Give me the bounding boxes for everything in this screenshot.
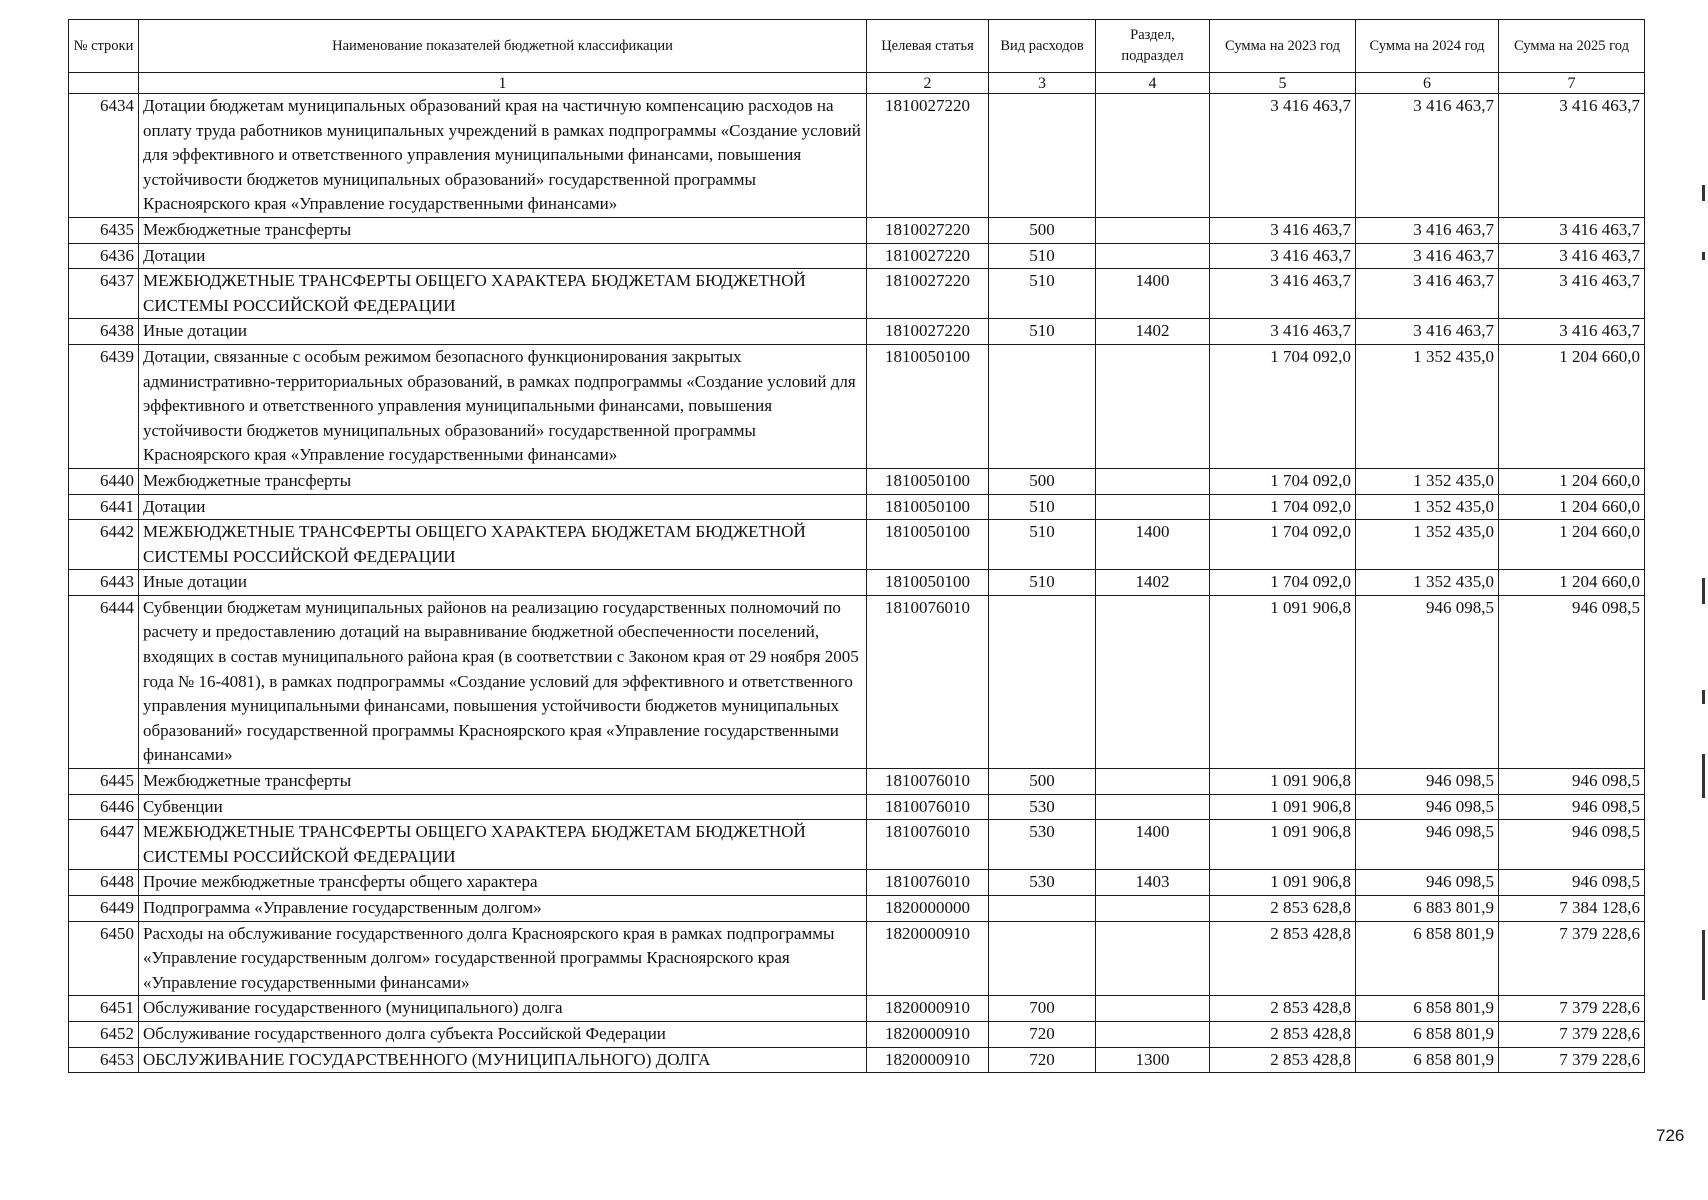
column-number: 1 <box>139 73 867 94</box>
sum-2025: 946 098,5 <box>1499 794 1645 820</box>
expense-kind: 720 <box>989 1021 1096 1047</box>
row-name: Субвенции <box>139 794 867 820</box>
sum-2025: 7 379 228,6 <box>1499 1047 1645 1073</box>
expense-kind: 720 <box>989 1047 1096 1073</box>
section-code <box>1096 595 1210 768</box>
sum-2023: 2 853 428,8 <box>1210 996 1356 1022</box>
sum-2024: 6 858 801,9 <box>1356 1047 1499 1073</box>
row-name: МЕЖБЮДЖЕТНЫЕ ТРАНСФЕРТЫ ОБЩЕГО ХАРАКТЕРА БЮДЖЕТАМ БЮДЖЕТНОЙ СИСТЕМЫ РОССИЙСКОЙ ФЕДЕРАЦИИ <box>139 820 867 870</box>
row-name: МЕЖБЮДЖЕТНЫЕ ТРАНСФЕРТЫ ОБЩЕГО ХАРАКТЕРА БЮДЖЕТАМ БЮДЖЕТНОЙ СИСТЕМЫ РОССИЙСКОЙ ФЕДЕРАЦИИ <box>139 269 867 319</box>
sum-2024: 3 416 463,7 <box>1356 94 1499 218</box>
column-number: 4 <box>1096 73 1210 94</box>
row-name: Дотации бюджетам муниципальных образований края на частичную компенсацию расходов на оплату труда работников муниципальных учреждений в рамках подпрограммы «Создание условий для эффективного и ответственного управления муниципальными финансами, повышения устойчивости бюджетов муниципальных образований» государственной программы Красноярского края «Управление государственными финансами» <box>139 94 867 218</box>
section-code: 1400 <box>1096 520 1210 570</box>
row-number: 6434 <box>69 94 139 218</box>
section-code <box>1096 921 1210 996</box>
sum-2024: 946 098,5 <box>1356 769 1499 795</box>
expense-kind: 510 <box>989 494 1096 520</box>
sum-2023: 1 704 092,0 <box>1210 344 1356 468</box>
row-number: 6447 <box>69 820 139 870</box>
section-code <box>1096 217 1210 243</box>
sum-2024: 946 098,5 <box>1356 820 1499 870</box>
section-code <box>1096 344 1210 468</box>
row-number: 6439 <box>69 344 139 468</box>
sum-2024: 3 416 463,7 <box>1356 269 1499 319</box>
column-number: 5 <box>1210 73 1356 94</box>
scan-edge-mark <box>1702 578 1705 604</box>
row-number: 6452 <box>69 1021 139 1047</box>
row-number: 6453 <box>69 1047 139 1073</box>
row-number: 6451 <box>69 996 139 1022</box>
sum-2025: 7 379 228,6 <box>1499 921 1645 996</box>
table-row <box>69 570 1645 596</box>
target-article: 1810027220 <box>867 217 989 243</box>
target-article: 1810076010 <box>867 769 989 795</box>
row-number: 6444 <box>69 595 139 768</box>
sum-2025: 1 204 660,0 <box>1499 468 1645 494</box>
expense-kind: 700 <box>989 996 1096 1022</box>
header-sum-2023: Сумма на 2023 год <box>1210 20 1356 73</box>
table-row <box>69 996 1645 1022</box>
row-name: Дотации <box>139 243 867 269</box>
expense-kind: 510 <box>989 269 1096 319</box>
sum-2024: 1 352 435,0 <box>1356 494 1499 520</box>
sum-2025: 1 204 660,0 <box>1499 344 1645 468</box>
expense-kind <box>989 344 1096 468</box>
header-expense-kind: Вид расходов <box>989 20 1096 73</box>
row-name: Иные дотации <box>139 570 867 596</box>
row-name: Межбюджетные трансферты <box>139 468 867 494</box>
sum-2024: 946 098,5 <box>1356 870 1499 896</box>
target-article: 1810076010 <box>867 794 989 820</box>
sum-2023: 2 853 428,8 <box>1210 921 1356 996</box>
target-article: 1810027220 <box>867 243 989 269</box>
row-name: ОБСЛУЖИВАНИЕ ГОСУДАРСТВЕННОГО (МУНИЦИПАЛЬНОГО) ДОЛГА <box>139 1047 867 1073</box>
expense-kind: 530 <box>989 794 1096 820</box>
row-number: 6445 <box>69 769 139 795</box>
row-name: Дотации, связанные с особым режимом безопасного функционирования закрытых административно-территориальных образований, в рамках подпрограммы «Создание условий для эффективного и ответственного управления муниципальными финансами, повышения устойчивости бюджетов муниципальных образований» государственной программы Красноярского края «Управление государственными финансами» <box>139 344 867 468</box>
header-name: Наименование показателей бюджетной классификации <box>139 20 867 73</box>
table-row <box>69 319 1645 345</box>
sum-2025: 1 204 660,0 <box>1499 570 1645 596</box>
row-number: 6446 <box>69 794 139 820</box>
table-row <box>69 243 1645 269</box>
row-number: 6435 <box>69 217 139 243</box>
sum-2024: 3 416 463,7 <box>1356 217 1499 243</box>
section-code <box>1096 243 1210 269</box>
target-article: 1810027220 <box>867 94 989 218</box>
table-row <box>69 520 1645 570</box>
sum-2024: 6 883 801,9 <box>1356 896 1499 922</box>
row-number: 6438 <box>69 319 139 345</box>
sum-2024: 3 416 463,7 <box>1356 319 1499 345</box>
table-row <box>69 468 1645 494</box>
table-row <box>69 344 1645 468</box>
sum-2025: 7 379 228,6 <box>1499 1021 1645 1047</box>
table-body <box>69 94 1645 1073</box>
section-code <box>1096 1021 1210 1047</box>
table-row <box>69 896 1645 922</box>
sum-2024: 1 352 435,0 <box>1356 344 1499 468</box>
sum-2023: 1 704 092,0 <box>1210 468 1356 494</box>
column-number: 6 <box>1356 73 1499 94</box>
target-article: 1820000910 <box>867 921 989 996</box>
row-number: 6437 <box>69 269 139 319</box>
sum-2025: 1 204 660,0 <box>1499 520 1645 570</box>
table-row <box>69 595 1645 768</box>
row-name: Обслуживание государственного (муниципального) долга <box>139 996 867 1022</box>
target-article: 1810050100 <box>867 494 989 520</box>
sum-2023: 1 704 092,0 <box>1210 520 1356 570</box>
table-row <box>69 1047 1645 1073</box>
table-row <box>69 820 1645 870</box>
sum-2023: 3 416 463,7 <box>1210 94 1356 218</box>
target-article: 1810027220 <box>867 319 989 345</box>
sum-2023: 2 853 428,8 <box>1210 1047 1356 1073</box>
section-code <box>1096 494 1210 520</box>
target-article: 1810076010 <box>867 595 989 768</box>
row-name: Обслуживание государственного долга субъекта Российской Федерации <box>139 1021 867 1047</box>
sum-2025: 946 098,5 <box>1499 595 1645 768</box>
target-article: 1820000910 <box>867 996 989 1022</box>
section-code <box>1096 468 1210 494</box>
sum-2025: 946 098,5 <box>1499 769 1645 795</box>
sum-2023: 1 704 092,0 <box>1210 494 1356 520</box>
sum-2025: 7 379 228,6 <box>1499 996 1645 1022</box>
sum-2024: 946 098,5 <box>1356 794 1499 820</box>
header-sum-2025: Сумма на 2025 год <box>1499 20 1645 73</box>
target-article: 1810050100 <box>867 520 989 570</box>
sum-2023: 1 704 092,0 <box>1210 570 1356 596</box>
row-name: Дотации <box>139 494 867 520</box>
row-name: Расходы на обслуживание государственного долга Красноярского края в рамках подпрограммы «Управление государственным долгом» государственной программы Красноярского края «Управление государственными финансами» <box>139 921 867 996</box>
column-numbers-row <box>69 73 1645 94</box>
sum-2023: 1 091 906,8 <box>1210 794 1356 820</box>
row-number: 6443 <box>69 570 139 596</box>
row-name: МЕЖБЮДЖЕТНЫЕ ТРАНСФЕРТЫ ОБЩЕГО ХАРАКТЕРА БЮДЖЕТАМ БЮДЖЕТНОЙ СИСТЕМЫ РОССИЙСКОЙ ФЕДЕРАЦИИ <box>139 520 867 570</box>
expense-kind <box>989 921 1096 996</box>
expense-kind: 530 <box>989 870 1096 896</box>
section-code: 1400 <box>1096 820 1210 870</box>
sum-2024: 1 352 435,0 <box>1356 570 1499 596</box>
expense-kind: 510 <box>989 520 1096 570</box>
sum-2023: 1 091 906,8 <box>1210 595 1356 768</box>
section-code <box>1096 769 1210 795</box>
table-row <box>69 94 1645 218</box>
row-name: Межбюджетные трансферты <box>139 769 867 795</box>
expense-kind <box>989 94 1096 218</box>
sum-2025: 946 098,5 <box>1499 870 1645 896</box>
column-number <box>69 73 139 94</box>
header-row-no: № строки <box>69 20 139 73</box>
target-article: 1810027220 <box>867 269 989 319</box>
table-row <box>69 1021 1645 1047</box>
section-code <box>1096 996 1210 1022</box>
sum-2025: 3 416 463,7 <box>1499 269 1645 319</box>
column-number: 2 <box>867 73 989 94</box>
scan-edge-mark <box>1702 930 1705 1000</box>
section-code: 1402 <box>1096 570 1210 596</box>
sum-2024: 6 858 801,9 <box>1356 921 1499 996</box>
table-row <box>69 870 1645 896</box>
scan-edge-mark <box>1702 252 1705 260</box>
row-number: 6449 <box>69 896 139 922</box>
section-code: 1402 <box>1096 319 1210 345</box>
row-number: 6442 <box>69 520 139 570</box>
sum-2023: 3 416 463,7 <box>1210 243 1356 269</box>
scan-edge-mark <box>1702 690 1705 704</box>
row-name: Межбюджетные трансферты <box>139 217 867 243</box>
expense-kind: 500 <box>989 468 1096 494</box>
row-number: 6440 <box>69 468 139 494</box>
target-article: 1810050100 <box>867 570 989 596</box>
row-number: 6441 <box>69 494 139 520</box>
sum-2025: 7 384 128,6 <box>1499 896 1645 922</box>
table-row <box>69 794 1645 820</box>
row-name: Прочие межбюджетные трансферты общего характера <box>139 870 867 896</box>
target-article: 1820000910 <box>867 1047 989 1073</box>
sum-2023: 2 853 428,8 <box>1210 1021 1356 1047</box>
sum-2023: 2 853 628,8 <box>1210 896 1356 922</box>
sum-2024: 1 352 435,0 <box>1356 520 1499 570</box>
sum-2024: 6 858 801,9 <box>1356 1021 1499 1047</box>
table-row <box>69 494 1645 520</box>
sum-2023: 1 091 906,8 <box>1210 870 1356 896</box>
table-row <box>69 217 1645 243</box>
section-code <box>1096 94 1210 218</box>
table-row <box>69 769 1645 795</box>
target-article: 1820000910 <box>867 1021 989 1047</box>
sum-2023: 3 416 463,7 <box>1210 319 1356 345</box>
row-number: 6450 <box>69 921 139 996</box>
sum-2025: 3 416 463,7 <box>1499 319 1645 345</box>
sum-2023: 3 416 463,7 <box>1210 217 1356 243</box>
sum-2024: 946 098,5 <box>1356 595 1499 768</box>
expense-kind: 500 <box>989 217 1096 243</box>
expense-kind: 510 <box>989 243 1096 269</box>
table-row <box>69 269 1645 319</box>
section-code: 1403 <box>1096 870 1210 896</box>
sum-2024: 1 352 435,0 <box>1356 468 1499 494</box>
sum-2025: 946 098,5 <box>1499 820 1645 870</box>
target-article: 1820000000 <box>867 896 989 922</box>
column-number: 7 <box>1499 73 1645 94</box>
header-section: Раздел, подраздел <box>1096 20 1210 73</box>
scan-edge-mark <box>1702 754 1705 798</box>
sum-2023: 3 416 463,7 <box>1210 269 1356 319</box>
expense-kind <box>989 896 1096 922</box>
column-number: 3 <box>989 73 1096 94</box>
section-code <box>1096 896 1210 922</box>
page-number: 726 <box>1656 1126 1685 1145</box>
section-code: 1300 <box>1096 1047 1210 1073</box>
section-code: 1400 <box>1096 269 1210 319</box>
row-name: Субвенции бюджетам муниципальных районов на реализацию государственных полномочий по расчету и предоставлению дотаций на выравнивание бюджетной обеспеченности поселений, входящих в состав муниципального района края (в соответствии с Законом края от 29 ноября 2005 года № 16-4081), в рамках подпрограммы «Создание условий для эффективного и ответственного управления муниципальными финансами, повышения устойчивости бюджетов муниципальных образований» государственной программы Красноярского края «Управление государственными финансами» <box>139 595 867 768</box>
target-article: 1810076010 <box>867 820 989 870</box>
row-number: 6436 <box>69 243 139 269</box>
sum-2025: 3 416 463,7 <box>1499 94 1645 218</box>
header-target-article: Целевая статья <box>867 20 989 73</box>
sum-2025: 3 416 463,7 <box>1499 243 1645 269</box>
section-code <box>1096 794 1210 820</box>
header-row <box>69 20 1645 73</box>
expense-kind: 510 <box>989 319 1096 345</box>
expense-kind: 530 <box>989 820 1096 870</box>
expense-kind: 500 <box>989 769 1096 795</box>
target-article: 1810050100 <box>867 344 989 468</box>
sum-2024: 3 416 463,7 <box>1356 243 1499 269</box>
sum-2024: 6 858 801,9 <box>1356 996 1499 1022</box>
expense-kind <box>989 595 1096 768</box>
sum-2025: 3 416 463,7 <box>1499 217 1645 243</box>
expense-kind: 510 <box>989 570 1096 596</box>
target-article: 1810050100 <box>867 468 989 494</box>
row-name: Иные дотации <box>139 319 867 345</box>
sum-2023: 1 091 906,8 <box>1210 769 1356 795</box>
sum-2025: 1 204 660,0 <box>1499 494 1645 520</box>
row-name: Подпрограмма «Управление государственным долгом» <box>139 896 867 922</box>
table-row <box>69 921 1645 996</box>
header-sum-2024: Сумма на 2024 год <box>1356 20 1499 73</box>
row-number: 6448 <box>69 870 139 896</box>
budget-table <box>68 19 1645 1073</box>
sum-2023: 1 091 906,8 <box>1210 820 1356 870</box>
scan-edge-mark <box>1702 185 1705 201</box>
target-article: 1810076010 <box>867 870 989 896</box>
